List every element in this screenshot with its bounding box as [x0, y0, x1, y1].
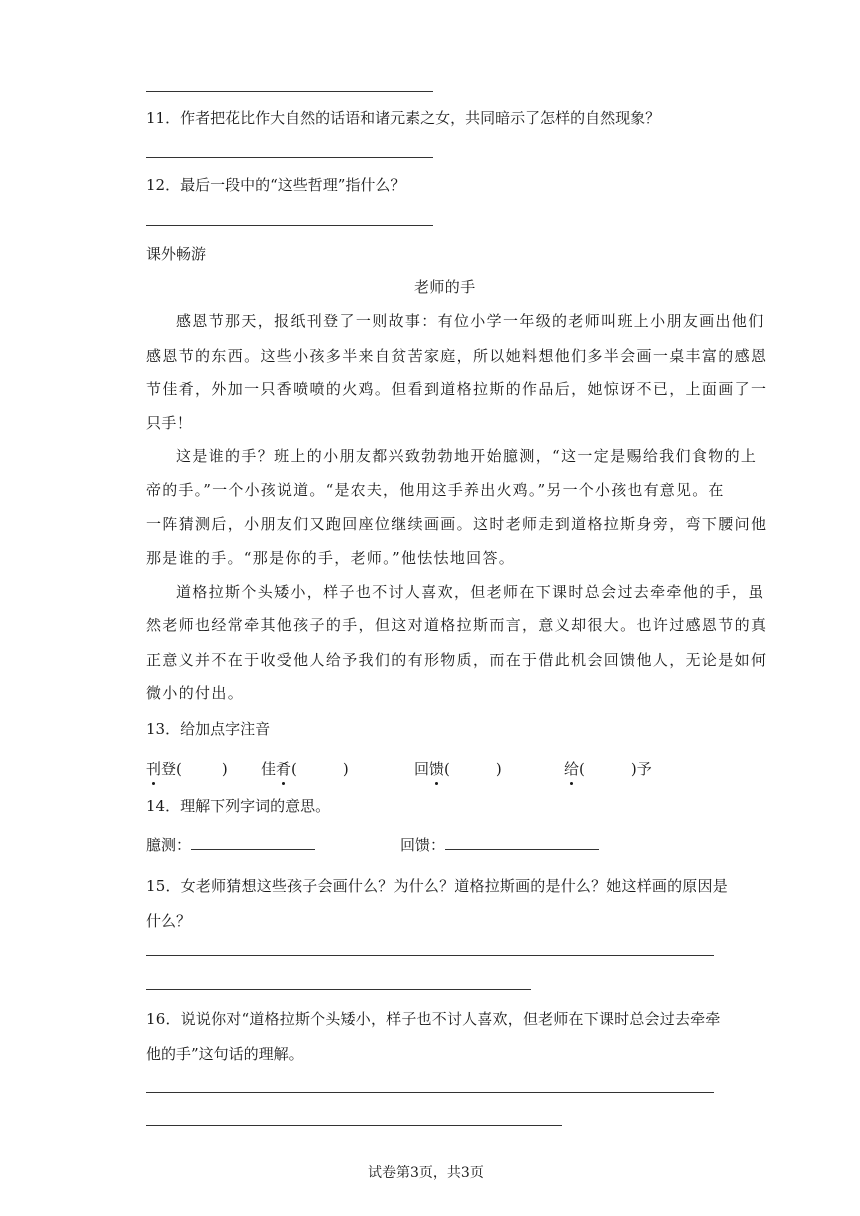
page-footer: 试卷第3页，共3页	[368, 1165, 484, 1181]
passage-line: 然老师也经常牵其他孩子的手，但这对道格拉斯而言，意义却很大。也许过感恩节的真	[146, 616, 768, 634]
section-label: 课外畅游	[146, 245, 207, 263]
item-post: (	[579, 760, 585, 778]
answer-line-q11[interactable]	[146, 157, 433, 158]
term-answer-line[interactable]	[445, 835, 599, 850]
question-15-line2: 什么？	[146, 912, 192, 930]
dotted-char: 馈	[429, 760, 445, 778]
dotted-char: 刊	[146, 760, 162, 778]
answer-line-q15[interactable]	[146, 989, 531, 990]
term-2[interactable]	[400, 834, 599, 855]
item-post: (	[291, 760, 297, 778]
passage-line: 道格拉斯个头矮小，样子也不讨人喜欢，但老师在下课时总会过去牵牵他的手，虽	[176, 583, 765, 601]
passage-title: 老师的手	[414, 278, 476, 296]
question-16-line1: 16．说说你对“道格拉斯个头矮小，样子也不讨人喜欢，但老师在下课时总会过去牵牵	[146, 1010, 721, 1028]
answer-line-q15[interactable]	[146, 955, 714, 956]
answer-line[interactable]	[146, 91, 433, 92]
passage-line: 感恩节那天，报纸刊登了一则故事：有位小学一年级的老师叫班上小朋友画出他们	[176, 312, 765, 330]
question-15-line1: 15．女老师猜想这些孩子会画什么？为什么？道格拉斯画的是什么？她这样画的原因是	[146, 877, 728, 895]
passage-line: 那是谁的手。“那是你的手，老师。”他怯怯地回答。	[146, 549, 516, 567]
answer-line-q16[interactable]	[146, 1092, 714, 1093]
answer-line-q16[interactable]	[146, 1125, 562, 1126]
question-11: 11．作者把花比作大自然的话语和诸元素之女，共同暗示了怎样的自然现象？	[146, 109, 661, 127]
term-1[interactable]	[146, 834, 315, 855]
question-12: 12．最后一段中的“这些哲理”指什么？	[146, 176, 406, 194]
question-16-line2: 他的手”这句话的理解。	[146, 1045, 304, 1063]
passage-line: 正意义并不在于收受他人给予我们的有形物质，而在于借此机会回馈他人，无论是如何	[146, 651, 768, 669]
passage-line: 感恩节的东西。这些小孩多半来自贫苦家庭，所以她料想他们多半会画一桌丰富的感恩	[146, 347, 768, 365]
item-close: )	[221, 760, 228, 778]
item-close: )	[342, 760, 349, 778]
item-pre: 佳	[261, 760, 277, 778]
pinyin-item-2[interactable]	[261, 758, 349, 779]
passage-line: 节佳肴，外加一只香喷喷的火鸡。但看到道格拉斯的作品后，她惊讶不已，上面画了一	[146, 380, 768, 398]
passage-line: 这是谁的手？班上的小朋友都兴致勃勃地开始臆测，“这一定是赐给我们食物的上	[176, 447, 758, 465]
item-post: 登(	[161, 760, 182, 778]
term-label: 臆测：	[146, 836, 192, 854]
item-pre: 回	[414, 760, 430, 778]
question-13: 13．给加点字注音	[146, 720, 271, 738]
item-close: )	[495, 760, 502, 778]
dotted-char: 给	[564, 760, 580, 778]
passage-line: 帝的手。”一个小孩说道。“是农夫，他用这手养出火鸡。”另一个小孩也有意见。在	[146, 481, 725, 499]
pinyin-item-1[interactable]	[146, 758, 228, 779]
question-14: 14．理解下列字词的意思。	[146, 797, 331, 815]
passage-line: 只手！	[146, 414, 193, 432]
dotted-char: 肴	[276, 760, 292, 778]
item-close: )予	[630, 760, 652, 778]
answer-line-q12[interactable]	[146, 225, 433, 226]
passage-line: 微小的付出。	[146, 684, 245, 702]
passage-line: 一阵猜测后，小朋友们又跑回座位继续画画。这时老师走到道格拉斯身旁，弯下腰问他	[146, 515, 768, 533]
term-answer-line[interactable]	[191, 835, 315, 850]
pinyin-item-3[interactable]	[414, 758, 502, 779]
pinyin-item-4[interactable]	[564, 758, 652, 779]
item-post: (	[444, 760, 450, 778]
term-label: 回馈：	[400, 836, 446, 854]
